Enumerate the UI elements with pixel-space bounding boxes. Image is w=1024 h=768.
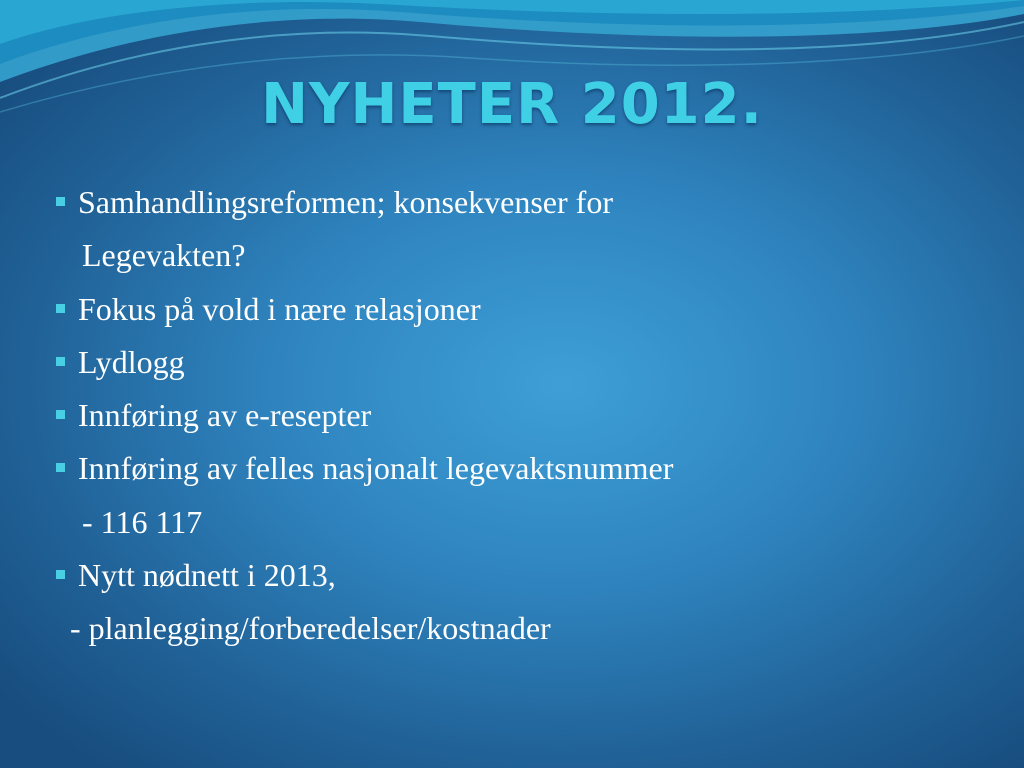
list-item xyxy=(50,336,980,389)
list-item-text: Lydlogg xyxy=(78,343,185,380)
square-bullet-icon xyxy=(56,570,65,579)
square-bullet-icon xyxy=(56,410,65,419)
list-item xyxy=(50,389,980,442)
list-item-continuation xyxy=(50,496,980,549)
list-item-continuation xyxy=(50,229,980,282)
list-item-text: - planlegging/forberedelser/kostnader xyxy=(70,610,551,647)
list-item-text: Fokus på vold i nære relasjoner xyxy=(78,290,481,327)
list-item-text: - 116 117 xyxy=(82,503,203,540)
list-item-text: Nytt nødnett i 2013, xyxy=(78,557,336,594)
list-item-text: Innføring av felles nasjonalt legevaktsnummer xyxy=(78,450,674,487)
list-item-continuation xyxy=(50,602,980,655)
list-item-text: Samhandlingsreformen; konsekvenser for xyxy=(78,184,613,220)
square-bullet-icon xyxy=(56,197,65,206)
list-item xyxy=(50,442,980,495)
list-item xyxy=(50,549,980,602)
square-bullet-icon xyxy=(56,357,65,366)
square-bullet-icon xyxy=(56,304,65,313)
list-item xyxy=(50,176,980,229)
list-item-text: Innføring av e-resepter xyxy=(78,397,372,434)
slide-title: NYHETER 2012. xyxy=(261,72,763,137)
list-item xyxy=(50,283,980,336)
list-item-text: Legevakten? xyxy=(82,237,246,274)
square-bullet-icon xyxy=(56,463,65,472)
bullet-list xyxy=(50,176,980,656)
